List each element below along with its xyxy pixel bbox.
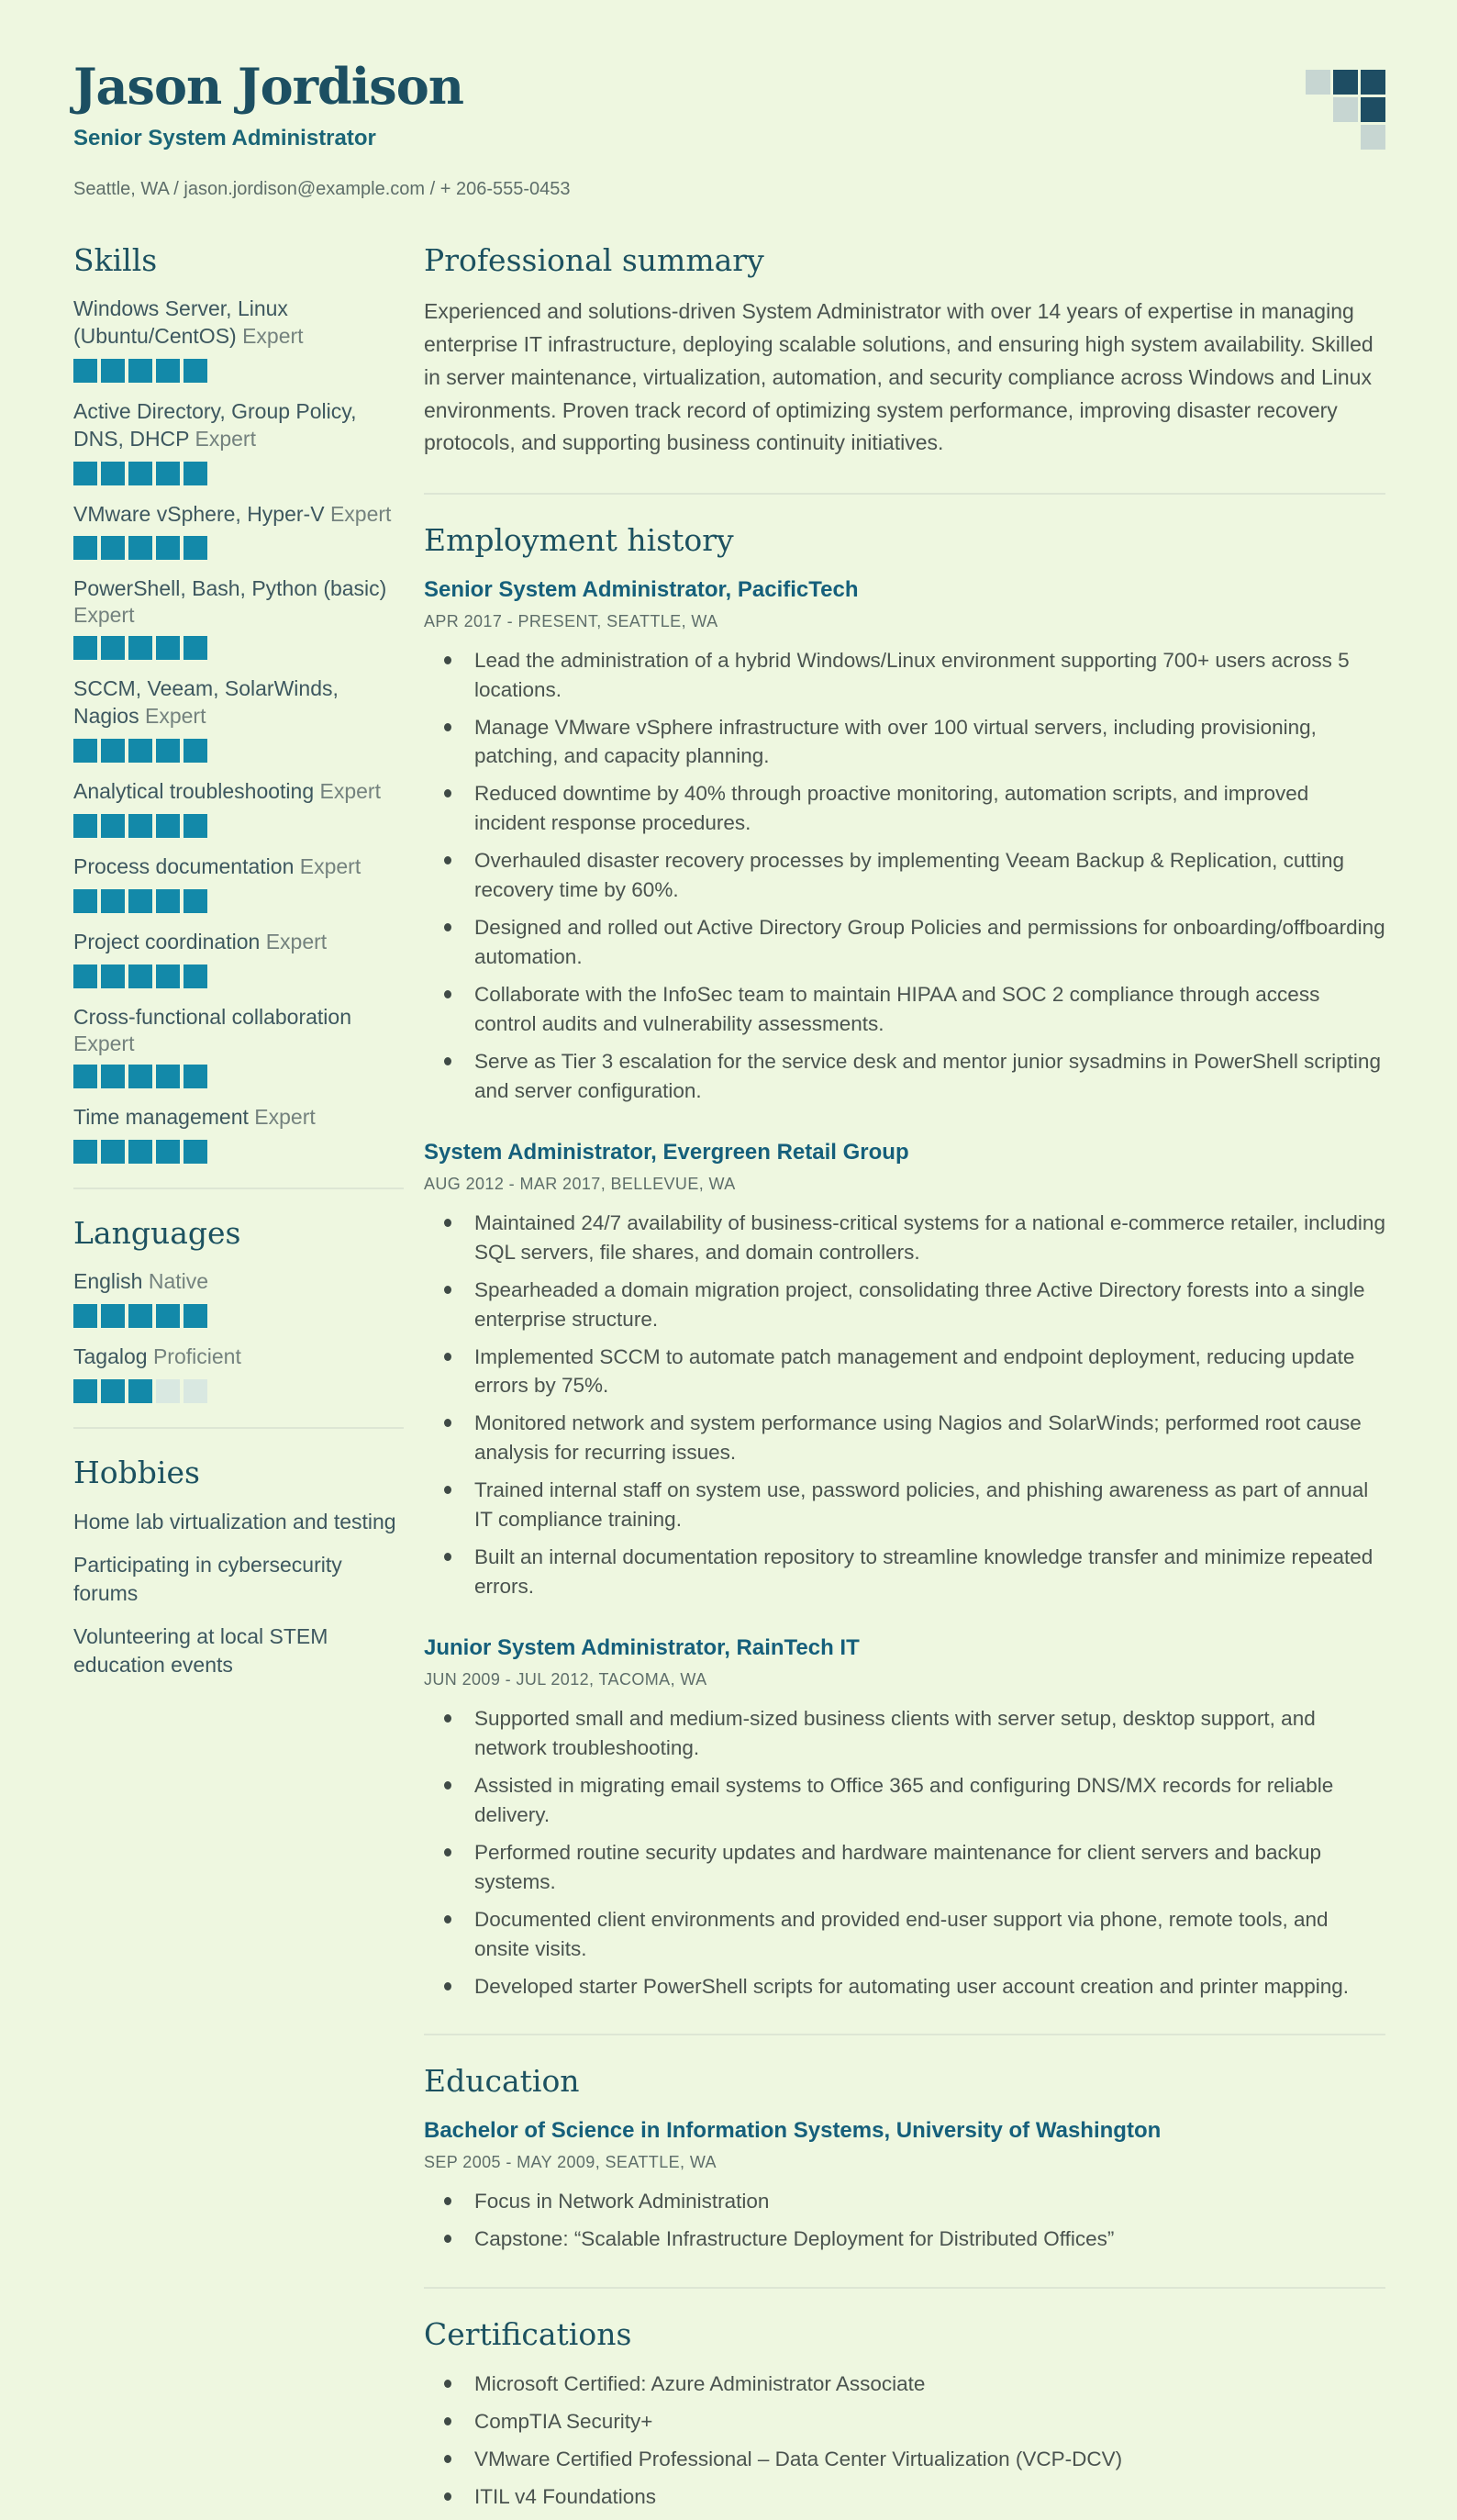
entry-meta: JUN 2009 - JUL 2012, TACOMA, WA xyxy=(424,1670,707,1689)
entry xyxy=(424,1139,1385,1601)
education-heading: Education xyxy=(424,2063,580,2100)
rating-square-filled xyxy=(101,536,125,560)
rating-bar xyxy=(73,462,404,485)
summary-text: Experienced and solutions-driven System Administrator with over 14 years of expertise in managing enterprise IT infrastructure, deploying scalable solutions, and ensuring high system availability. Skilled in server maintenance, virtualization, automation, and security compliance across Windows and Linux environments. Proven track record of optimizing system performance, improving disaster recovery protocols, and supporting business continuity initiatives. xyxy=(424,298,1374,455)
skill-name: Analytical troubleshooting xyxy=(73,779,320,804)
rating-square-filled xyxy=(128,1065,152,1088)
bullet-item: Overhauled disaster recovery processes by implementing Veeam Backup & Replication, cutting recovery time by 60%. xyxy=(424,846,1385,905)
divider xyxy=(424,2034,1385,2035)
skill-name: Windows Server, Linux (Ubuntu/CentOS) xyxy=(73,295,288,348)
skill-level: Expert xyxy=(242,323,304,348)
skill-level: Proficient xyxy=(152,1344,241,1368)
rating-square-filled xyxy=(73,739,97,763)
rating-square-filled xyxy=(156,636,180,660)
rating-square-filled xyxy=(128,1140,152,1164)
logo-square xyxy=(1361,125,1385,150)
skill-level: Expert xyxy=(73,603,135,628)
skill-level: Expert xyxy=(319,779,381,804)
rating-square-filled xyxy=(73,889,97,913)
skill-name: Tagalog xyxy=(73,1344,153,1368)
rating-bar xyxy=(73,1304,404,1328)
rating-bar xyxy=(73,1065,404,1088)
rated-item xyxy=(73,295,404,383)
entry xyxy=(424,2117,1385,2254)
bullet-item: VMware Certified Professional – Data Center Virtualization (VCP-DCV) xyxy=(424,2445,1385,2474)
rating-square-filled xyxy=(156,739,180,763)
rating-square-filled xyxy=(101,1379,125,1403)
rated-item xyxy=(73,575,404,660)
entry-title: Senior System Administrator, PacificTech xyxy=(424,576,859,602)
rating-square-filled xyxy=(156,359,180,383)
education-section xyxy=(424,2065,1385,2253)
rating-square-filled xyxy=(128,965,152,988)
skills-section xyxy=(73,241,404,1164)
rating-square-filled xyxy=(128,889,152,913)
rating-square-filled xyxy=(128,462,152,485)
rated-item xyxy=(73,1104,404,1164)
rating-bar xyxy=(73,814,404,838)
rating-bar xyxy=(73,739,404,763)
rating-bar xyxy=(73,965,404,988)
skill-name: Cross-functional collaboration xyxy=(73,1004,351,1029)
rating-square-filled xyxy=(184,739,207,763)
rating-square-filled xyxy=(101,739,125,763)
rated-item xyxy=(73,1004,404,1088)
rating-square-filled xyxy=(101,889,125,913)
bullet-item: Focus in Network Administration xyxy=(424,2187,1385,2216)
rated-item xyxy=(73,853,404,913)
skills-list xyxy=(73,295,404,1164)
bullet-item: Documented client environments and provided end-user support via phone, remote tools, and onsite visits. xyxy=(424,1905,1385,1964)
job-title-header: Senior System Administrator xyxy=(73,125,376,151)
bullet-item: Serve as Tier 3 escalation for the service desk and mentor junior sysadmins in PowerShell scripting and server configuration. xyxy=(424,1047,1385,1106)
rating-square-filled xyxy=(156,965,180,988)
content-columns xyxy=(73,241,1385,2520)
rating-square-filled xyxy=(101,359,125,383)
bullet-item: Lead the administration of a hybrid Windows/Linux environment supporting 700+ users across 5 locations. xyxy=(424,646,1385,705)
bullet-item: CompTIA Security+ xyxy=(424,2407,1385,2436)
logo-square xyxy=(1361,97,1385,122)
rating-square-filled xyxy=(73,1140,97,1164)
entry-meta: APR 2017 - PRESENT, SEATTLE, WA xyxy=(424,611,718,630)
skill-name: SCCM, Veeam, SolarWinds, Nagios xyxy=(73,676,339,729)
skill-level: Expert xyxy=(265,929,328,953)
rating-square-filled xyxy=(73,965,97,988)
rating-square-filled xyxy=(128,1379,152,1403)
rating-square-filled xyxy=(73,636,97,660)
hobby-item: Volunteering at local STEM education events xyxy=(73,1624,328,1678)
logo xyxy=(1306,70,1385,150)
rating-square-filled xyxy=(184,814,207,838)
skill-level: Native xyxy=(148,1268,209,1293)
certifications-heading: Certifications xyxy=(424,2315,632,2352)
skill-name: Project coordination xyxy=(73,929,266,953)
bullet-item: Designed and rolled out Active Directory Group Policies and permissions for onboarding/offboarding automation. xyxy=(424,913,1385,972)
rating-square-filled xyxy=(184,636,207,660)
rated-item xyxy=(73,398,404,485)
rated-item xyxy=(73,1344,404,1403)
rating-square-empty xyxy=(184,1379,207,1403)
entry-bullets xyxy=(424,1209,1385,1601)
entry-bullets xyxy=(424,1704,1385,2001)
bullet-item: Developed starter PowerShell scripts for automating user account creation and printer mapping. xyxy=(424,1972,1385,2002)
logo-square xyxy=(1361,70,1385,95)
rating-square-filled xyxy=(101,1065,125,1088)
divider xyxy=(424,2287,1385,2289)
rating-square-filled xyxy=(156,1140,180,1164)
skill-level: Expert xyxy=(254,1104,316,1129)
rating-square-filled xyxy=(156,1065,180,1088)
bullet-item: Reduced downtime by 40% through proactive monitoring, automation scripts, and improved incident response procedures. xyxy=(424,779,1385,838)
skill-level: Expert xyxy=(73,1031,135,1055)
rating-square-filled xyxy=(73,359,97,383)
bullet-item: Trained internal staff on system use, password policies, and phishing awareness as part of annual IT compliance training. xyxy=(424,1476,1385,1534)
employment-heading: Employment history xyxy=(424,522,734,559)
rating-bar xyxy=(73,1140,404,1164)
languages-list xyxy=(73,1268,404,1403)
rating-bar xyxy=(73,1379,404,1403)
hobby-item: Home lab virtualization and testing xyxy=(73,1509,396,1533)
rating-square-filled xyxy=(101,636,125,660)
rating-square-filled xyxy=(184,889,207,913)
divider xyxy=(73,1188,404,1189)
rating-bar xyxy=(73,889,404,913)
bullet-item: Built an internal documentation repository to streamline knowledge transfer and minimize repeated errors. xyxy=(424,1543,1385,1601)
entry-title: System Administrator, Evergreen Retail Group xyxy=(424,1139,909,1165)
rating-square-filled xyxy=(128,739,152,763)
rating-square-filled xyxy=(101,462,125,485)
rating-square-filled xyxy=(156,1304,180,1328)
header xyxy=(73,57,1385,200)
bullet-item: Capstone: “Scalable Infrastructure Deployment for Distributed Offices” xyxy=(424,2225,1385,2254)
rated-item xyxy=(73,1268,404,1328)
bullet-item: Implemented SCCM to automate patch management and endpoint deployment, reducing update errors by 75%. xyxy=(424,1343,1385,1401)
skill-name: Time management xyxy=(73,1104,255,1129)
divider xyxy=(73,1427,404,1429)
hobby-item: Participating in cybersecurity forums xyxy=(73,1552,342,1606)
rating-square-filled xyxy=(156,462,180,485)
rating-square-filled xyxy=(101,1304,125,1328)
entry-meta: AUG 2012 - MAR 2017, BELLEVUE, WA xyxy=(424,1174,736,1193)
entry-bullets xyxy=(424,646,1385,1106)
languages-section xyxy=(73,1214,404,1403)
bullet-item: Maintained 24/7 availability of business-critical systems for a national e-commerce retailer, including SQL servers, file shares, and domain controllers. xyxy=(424,1209,1385,1267)
bullet-item: Manage VMware vSphere infrastructure with over 100 virtual servers, including provisioning, patching, and capacity planning. xyxy=(424,713,1385,772)
rating-square-filled xyxy=(73,1379,97,1403)
rating-square-filled xyxy=(184,536,207,560)
entry-title: Junior System Administrator, RainTech IT xyxy=(424,1635,860,1661)
skill-name: VMware vSphere, Hyper-V xyxy=(73,501,330,526)
skills-heading: Skills xyxy=(73,241,158,278)
skill-name: Active Directory, Group Policy, DNS, DHCP xyxy=(73,398,357,451)
rating-square-filled xyxy=(101,965,125,988)
summary-section xyxy=(424,241,1385,461)
rated-item xyxy=(73,675,404,763)
rating-square-filled xyxy=(184,965,207,988)
rating-square-filled xyxy=(101,1140,125,1164)
rating-bar xyxy=(73,359,404,383)
rating-square-filled xyxy=(128,359,152,383)
logo-square xyxy=(1333,97,1358,122)
rating-bar xyxy=(73,536,404,560)
rating-square-filled xyxy=(73,1065,97,1088)
hobbies-heading: Hobbies xyxy=(73,1454,200,1490)
entry xyxy=(424,576,1385,1106)
person-name: Jason Jordison xyxy=(73,57,463,116)
rating-bar xyxy=(73,636,404,660)
rating-square-filled xyxy=(101,814,125,838)
rating-square-filled xyxy=(73,462,97,485)
rating-square-filled xyxy=(128,636,152,660)
rating-square-filled xyxy=(184,1304,207,1328)
rating-square-filled xyxy=(128,1304,152,1328)
skill-level: Expert xyxy=(299,854,361,878)
bullet-item: Monitored network and system performance using Nagios and SolarWinds; performed root cause analysis for recurring issues. xyxy=(424,1409,1385,1467)
languages-heading: Languages xyxy=(73,1214,241,1251)
logo-empty xyxy=(1333,125,1358,150)
employment-section xyxy=(424,524,1385,2001)
contact-line: Seattle, WA / jason.jordison@example.com / + 206-555-0453 xyxy=(73,178,571,199)
sidebar xyxy=(73,241,404,1694)
entry-bullets xyxy=(424,2187,1385,2254)
hobbies-section xyxy=(73,1456,404,1680)
skill-name: PowerShell, Bash, Python (basic) xyxy=(73,576,387,601)
summary-heading: Professional summary xyxy=(424,241,764,278)
entry-meta: SEP 2005 - MAY 2009, SEATTLE, WA xyxy=(424,2152,717,2171)
entry xyxy=(424,1634,1385,2001)
bullet-item: Collaborate with the InfoSec team to maintain HIPAA and SOC 2 compliance through access control audits and vulnerability assessments. xyxy=(424,980,1385,1039)
rating-square-filled xyxy=(184,462,207,485)
rated-item xyxy=(73,501,404,561)
skill-name: Process documentation xyxy=(73,854,300,878)
logo-empty xyxy=(1306,125,1330,150)
certifications-section xyxy=(424,2315,1385,2512)
bullet-item: Assisted in migrating email systems to Office 365 and configuring DNS/MX records for reliable delivery. xyxy=(424,1771,1385,1830)
education-list xyxy=(424,2117,1385,2254)
rating-square-filled xyxy=(73,536,97,560)
hobbies-list xyxy=(73,1508,404,1679)
logo-square xyxy=(1333,70,1358,95)
rating-square-filled xyxy=(184,359,207,383)
skill-level: Expert xyxy=(144,704,206,729)
divider xyxy=(424,493,1385,495)
skill-level: Expert xyxy=(329,501,392,526)
certifications-list xyxy=(424,2369,1385,2512)
rating-square-filled xyxy=(184,1065,207,1088)
rated-item xyxy=(73,778,404,838)
bullet-item: Microsoft Certified: Azure Administrator Associate xyxy=(424,2369,1385,2399)
rating-square-empty xyxy=(156,1379,180,1403)
rating-square-filled xyxy=(156,889,180,913)
jobs-list xyxy=(424,576,1385,2002)
rating-square-filled xyxy=(156,536,180,560)
main-column xyxy=(424,241,1385,2520)
entry-title: Bachelor of Science in Information Systems, University of Washington xyxy=(424,2117,1162,2143)
rating-square-filled xyxy=(184,1140,207,1164)
logo-square xyxy=(1306,70,1330,95)
rating-square-filled xyxy=(128,814,152,838)
rating-square-filled xyxy=(73,814,97,838)
skill-level: Expert xyxy=(195,426,256,451)
bullet-item: Spearheaded a domain migration project, consolidating three Active Directory forests into a single enterprise structure. xyxy=(424,1276,1385,1334)
rating-square-filled xyxy=(73,1304,97,1328)
bullet-item: Supported small and medium-sized business clients with server setup, desktop support, and network troubleshooting. xyxy=(424,1704,1385,1763)
rated-item xyxy=(73,929,404,988)
logo-empty xyxy=(1306,97,1330,122)
bullet-item: ITIL v4 Foundations xyxy=(424,2482,1385,2512)
bullet-item: Performed routine security updates and hardware maintenance for client servers and backup systems. xyxy=(424,1838,1385,1897)
rating-square-filled xyxy=(156,814,180,838)
skill-name: English xyxy=(73,1268,149,1293)
rating-square-filled xyxy=(128,536,152,560)
